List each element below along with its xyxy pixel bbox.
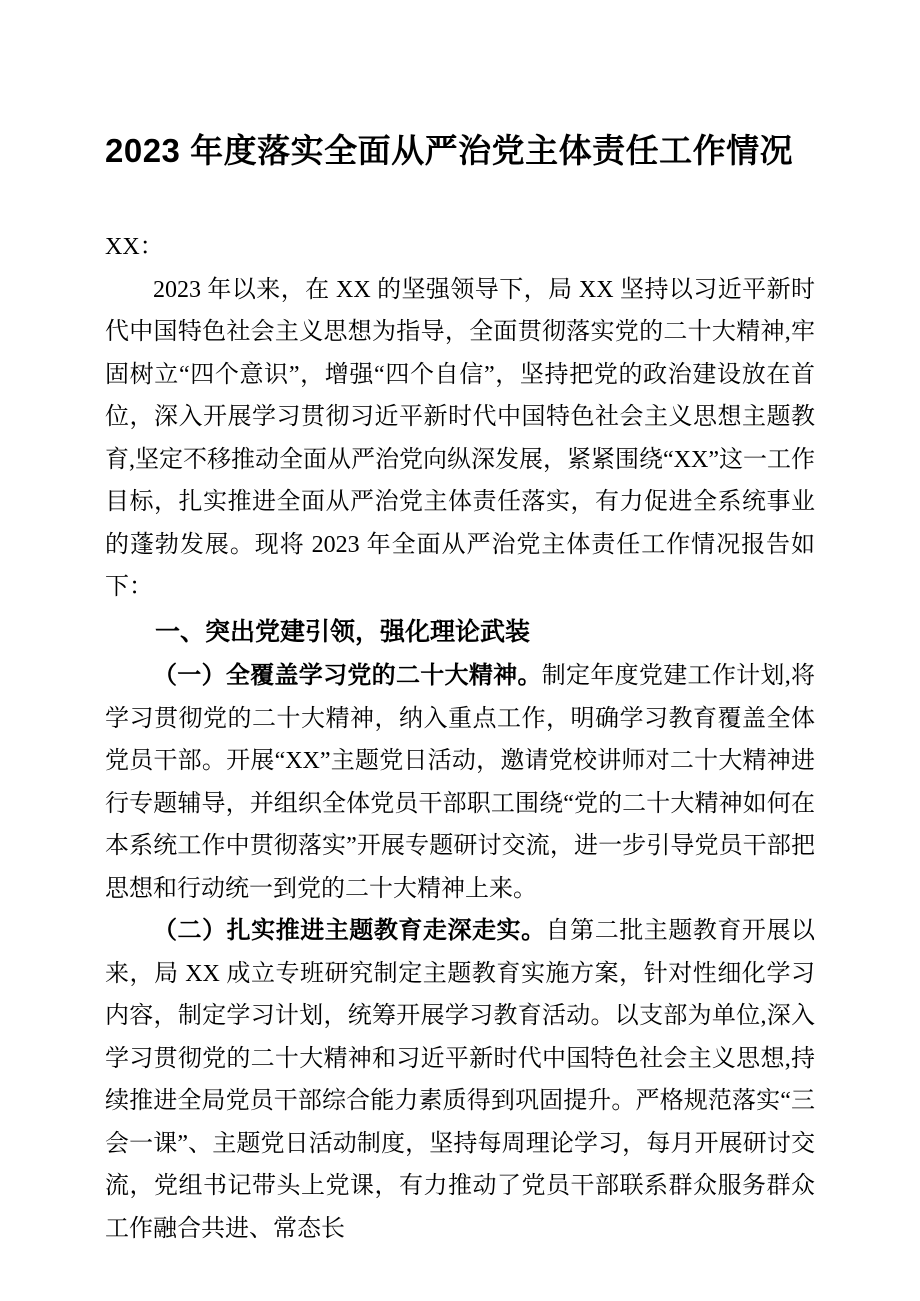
paragraph-text: 2023 年以来，在 XX 的坚强领导下，局 XX 坚持以习近平新时代中国特色社会主义思想为指导，全面贯彻落实党的二十大精神,牢固树立“四个意识”，增强“四个自信”，坚持把党的政治建设放在首位，深入开展学习贯彻习近平新时代中国特色社会主义思想主题教育,坚定不移推动全面从严治党向纵深发展，紧紧围绕“XX”这一工作目标，扎实推进全面从严治党主体责任落实，有力促进全系统事业的蓬勃发展。现将 2023 年全面从严治党主体责任工作情况报告如下：	[105, 276, 815, 600]
paragraph-lead: （一）全覆盖学习党的二十大精神。	[153, 663, 542, 689]
salutation: XX：	[105, 234, 164, 260]
document-title: 2023 年度落实全面从严治党主体责任工作情况	[105, 132, 794, 169]
paragraph-lead: （二）扎实推进主题教育走深走实。	[153, 918, 546, 944]
paragraph-text: 自第二批主题教育开展以来，局 XX 成立专班研究制定主题教育实施方案，针对性细化学习内容，制定学习计划，统筹开展学习教育活动。以支部为单位,深入学习贯彻党的二十大精神和习近平新时代中国特色社会主义思想,持续推进全局党员干部综合能力素质得到巩固提升。严格规范落实“三会一课”、主题党日活动制度，坚持每周理论学习，每月开展研讨交流，党组书记带头上党课，有力推动了党员干部联系群众服务群众工作融合共进、常态长	[105, 918, 816, 1242]
body-paragraph	[105, 269, 815, 609]
document-body	[105, 269, 815, 1251]
body-paragraph	[105, 655, 815, 910]
body-paragraph	[105, 910, 815, 1250]
paragraph-text: 制定年度党建工作计划,将学习贯彻党的二十大精神，纳入重点工作，明确学习教育覆盖全体党员干部。开展“XX”主题党日活动，邀请党校讲师对二十大精神进行专题辅导，并组织全体党员干部职工围绕“党的二十大精神如何在本系统工作中贯彻落实”开展专题研讨交流，进一步引导党员干部把思想和行动统一到党的二十大精神上来。	[105, 663, 816, 902]
section-heading: 一、突出党建引领，强化理论武装	[155, 617, 531, 646]
